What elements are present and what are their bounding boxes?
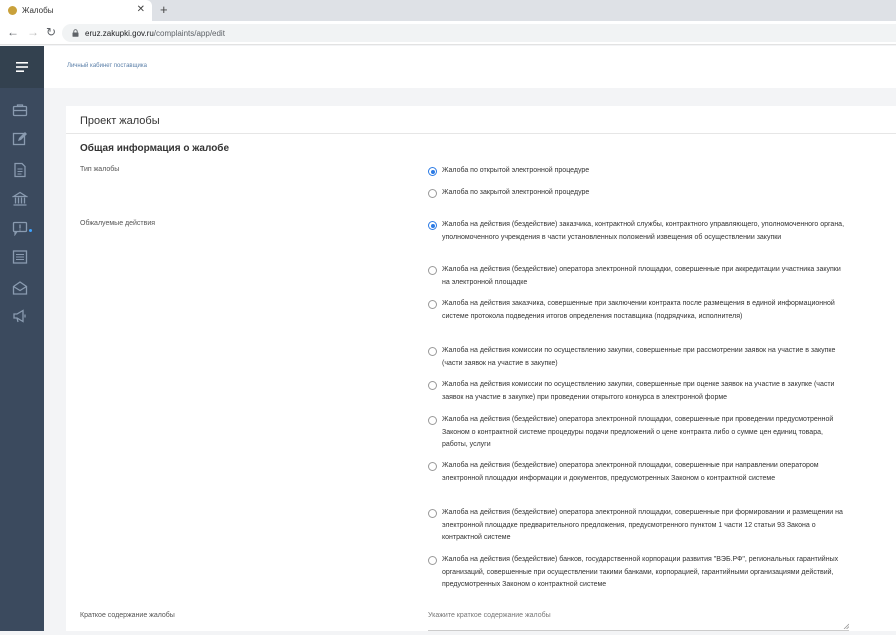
radio-button[interactable]	[428, 266, 437, 275]
radio-button[interactable]	[428, 462, 437, 471]
summary-label: Краткое содержание жалобы	[80, 612, 175, 619]
radio-option-action-2[interactable]	[428, 266, 849, 289]
radio-button[interactable]	[428, 416, 437, 425]
tab-title: Жалобы	[22, 6, 54, 15]
radio-option-action-7[interactable]	[428, 462, 849, 485]
forward-arrow-icon[interactable]: →	[27, 25, 39, 39]
complaint-type-label: Тип жалобы	[80, 166, 120, 173]
radio-button[interactable]	[428, 381, 437, 390]
mail-icon[interactable]	[12, 280, 28, 296]
browser-tab[interactable]	[0, 0, 152, 21]
menu-toggle-button[interactable]	[0, 46, 44, 88]
briefcase-icon[interactable]	[12, 102, 28, 118]
section-title: Общая информация о жалобе	[80, 143, 230, 154]
complaint-icon[interactable]	[12, 220, 28, 236]
back-arrow-icon[interactable]: ←	[7, 25, 19, 39]
radio-option-action-9[interactable]	[428, 556, 849, 592]
radio-label: Жалоба на действия (бездействие) банков, государственной корпорации развития "ВЭБ.РФ", региональных гарантийных организаций, совершенные при осуществлении такими банками, корпорацией, гарантийными организациями действий, предусмотренных Законом о контрактной системе	[442, 556, 839, 588]
radio-label: Жалоба на действия (бездействие) оператора электронной площадки, совершенные при аккредитации участника закупки на электронной площадке	[442, 266, 841, 286]
hamburger-icon	[16, 62, 28, 72]
new-tab-icon[interactable]: +	[160, 2, 168, 17]
radio-option-action-8[interactable]	[428, 509, 849, 545]
radio-button[interactable]	[428, 167, 437, 176]
complaint-form-card	[66, 106, 896, 631]
radio-button[interactable]	[428, 189, 437, 198]
radio-label: Жалоба по открытой электронной процедуре	[442, 167, 590, 174]
lock-icon	[72, 29, 79, 37]
close-tab-icon[interactable]: ✕	[136, 4, 145, 15]
radio-option-action-1[interactable]	[428, 221, 849, 244]
page-header	[44, 46, 896, 88]
radio-button[interactable]	[428, 347, 437, 356]
appealed-actions-label: Обжалуемые действия	[80, 220, 156, 227]
radio-option-action-3[interactable]	[428, 300, 849, 323]
favicon-emblem-icon	[8, 6, 17, 15]
radio-label: Жалоба на действия комиссии по осуществлению закупки, совершенные при оценке заявок на участие в закупке (части заявок на участие в закупке) при проведении открытого конкурса в электронной форме	[442, 381, 835, 401]
browser-tab-bar	[0, 0, 896, 21]
url-field[interactable]	[62, 24, 896, 42]
radio-button[interactable]	[428, 509, 437, 518]
radio-option-action-5[interactable]	[428, 381, 849, 404]
megaphone-icon[interactable]	[12, 308, 28, 324]
edit-icon[interactable]	[12, 131, 28, 147]
radio-button[interactable]	[428, 221, 437, 230]
divider	[66, 133, 896, 134]
radio-label: Жалоба по закрытой электронной процедуре	[442, 189, 590, 196]
summary-textarea[interactable]	[428, 609, 849, 630]
radio-option-open-procedure[interactable]	[428, 167, 589, 178]
notification-dot	[29, 229, 32, 232]
radio-label: Жалоба на действия (бездействие) заказчика, контрактной службы, контрактного управляющего, уполномоченного органа, уполномоченного учреждения в части установленных положений извещения об осуществлении закупки	[442, 221, 845, 241]
radio-label: Жалоба на действия заказчика, совершенные при заключении контракта после размещения в единой информационной системе протокола подведения итогов определения поставщика (подрядчика, исполнителя)	[442, 300, 835, 320]
radio-label: Жалоба на действия комиссии по осуществлению закупки, совершенные при рассмотрении заявок на участие в закупке (части заявок на участие в закупке)	[442, 347, 836, 367]
sidebar	[0, 46, 44, 631]
reload-icon[interactable]: ↻	[46, 25, 57, 39]
breadcrumb[interactable]: Личный кабинет поставщика	[67, 63, 147, 69]
url-path: /complaints/app/edit	[153, 28, 225, 38]
url-host: eruz.zakupki.gov.ru	[85, 28, 154, 38]
radio-button[interactable]	[428, 556, 437, 565]
radio-label: Жалоба на действия (бездействие) оператора электронной площадки, совершенные при проведении предусмотренной Законом о контрактной системе процедуры подачи предложений о цене контракта либо о сумме цен единиц товара, работы, услуги	[442, 416, 834, 448]
page-title: Проект жалобы	[80, 115, 160, 127]
resize-grip-icon[interactable]	[843, 623, 849, 629]
radio-option-action-4[interactable]	[428, 347, 849, 370]
summary-textarea-wrap	[428, 609, 849, 631]
radio-button[interactable]	[428, 300, 437, 309]
radio-label: Жалоба на действия (бездействие) оператора электронной площадки, совершенные при направлении оператором электронной площадки информации и документов, предусмотренных Законом о контрактной системе	[442, 462, 819, 482]
list-icon[interactable]	[12, 249, 28, 265]
radio-label: Жалоба на действия (бездействие) оператора электронной площадки, совершенные при формировании и размещении на электронной площадке предварительного предложения, предусмотренного пунктом 1 части 12 статьи 93 Закона о контрактной системе	[442, 509, 843, 541]
radio-option-action-6[interactable]	[428, 416, 849, 452]
document-icon[interactable]	[12, 162, 28, 178]
address-bar	[0, 21, 896, 45]
bank-icon[interactable]	[12, 191, 28, 207]
radio-option-closed-procedure[interactable]	[428, 189, 589, 200]
